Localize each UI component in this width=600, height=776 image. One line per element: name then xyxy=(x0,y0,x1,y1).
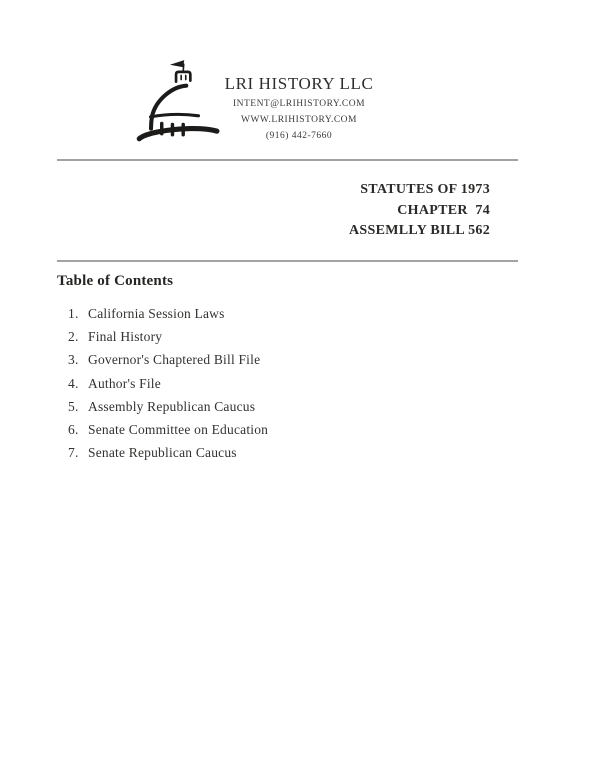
statutes-line: STATUTES OF 1973 xyxy=(360,182,490,197)
toc-item xyxy=(68,423,268,437)
toc-item-label: Senate Committee on Education xyxy=(88,421,269,437)
toc-item xyxy=(68,330,268,344)
toc-item-number: 6. xyxy=(68,421,79,437)
toc-item-number: 5. xyxy=(68,398,79,414)
bill-reference-block xyxy=(349,180,490,242)
divider-top xyxy=(57,159,518,161)
phone-text: (916) 442-7660 xyxy=(265,131,333,141)
toc-item xyxy=(68,307,268,321)
company-name: LRI HISTORY LLC xyxy=(224,74,374,93)
toc-item-number: 2. xyxy=(68,329,79,345)
toc-item-label: Author's File xyxy=(88,375,161,391)
toc-item-number: 7. xyxy=(68,445,79,461)
toc-heading: Table of Contents xyxy=(57,273,174,289)
toc-item-number: 1. xyxy=(68,306,79,321)
toc-item-label: Assembly Republican Caucus xyxy=(88,398,256,414)
divider-bottom xyxy=(57,260,518,262)
toc-item-label: Final History xyxy=(88,329,163,345)
assembly-bill-line: ASSEMLLY BILL 562 xyxy=(348,223,490,238)
toc-item-label: Governor's Chaptered Bill File xyxy=(88,352,261,368)
toc-item xyxy=(68,353,268,367)
letterhead-text-block xyxy=(199,74,399,141)
website-text: WWW.LRIHISTORY.COM xyxy=(241,115,357,125)
toc-item xyxy=(68,377,268,391)
toc-item-label: Senate Republican Caucus xyxy=(88,445,237,461)
toc-item xyxy=(68,446,268,460)
toc-item xyxy=(68,400,268,414)
toc-item-label: California Session Laws xyxy=(88,306,225,321)
toc-item-number: 4. xyxy=(68,375,79,391)
chapter-line: CHAPTER 74 xyxy=(397,202,490,218)
email-text: INTENT@LRIHISTORY.COM xyxy=(232,99,366,109)
toc-item-number: 3. xyxy=(68,352,79,368)
toc-list xyxy=(68,307,268,469)
